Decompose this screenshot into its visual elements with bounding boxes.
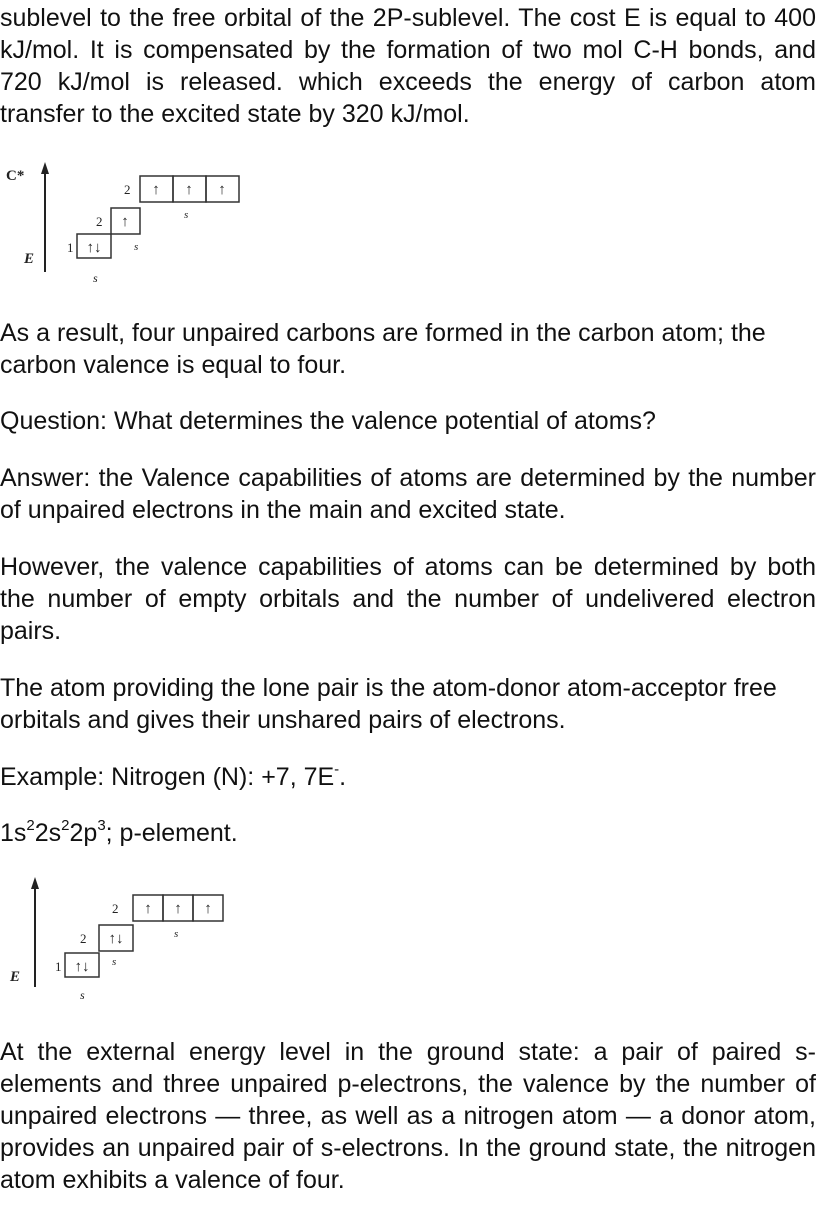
carbon-orbital-diagram [0, 160, 260, 290]
example-text: Example: Nitrogen (N): +7, 7E [0, 763, 335, 791]
level2p-electron-3: ↑ [204, 901, 212, 917]
config-sup-2p: 3 [97, 816, 106, 834]
level1-number: 1 [67, 240, 74, 255]
level2s-electrons: ↑↓ [108, 931, 124, 947]
level1-electrons: ↑↓ [74, 959, 90, 975]
config-part-2s: 2s [34, 819, 62, 847]
level2s-electrons: ↑ [121, 214, 129, 230]
level2p-electron-1: ↑ [152, 182, 160, 198]
question-paragraph: Question: What determines the valence potential of atoms? [0, 407, 656, 435]
example-line [0, 761, 816, 793]
energy-axis-label: E [10, 969, 21, 985]
level2p-electron-2: ↑ [185, 182, 193, 198]
example-end: . [339, 763, 347, 791]
config-suffix: ; p-element. [105, 819, 238, 847]
level2s-sublabel: s [134, 241, 139, 253]
config-sup-2s: 2 [61, 816, 70, 834]
level2p-electron-3: ↑ [218, 182, 226, 198]
axis-top-label: C* [6, 168, 25, 184]
level1-number: 1 [55, 959, 62, 974]
energy-axis-arrowhead [31, 877, 39, 889]
level1-sublabel: s [93, 271, 98, 285]
level2s-number: 2 [80, 931, 87, 946]
answer-paragraph: Answer: the Valence capabilities of atoms are determined by the number of unpaired electrons in the main and excited state. [0, 464, 816, 524]
however-paragraph: However, the valence capabilities of atoms can be determined by both the number of empty orbitals and the number of undelivered electron pairs. [0, 553, 816, 645]
result-paragraph: As a result, four unpaired carbons are formed in the carbon atom; the carbon valence is equal to four. [0, 319, 766, 379]
level2p-electron-2: ↑ [174, 901, 182, 917]
config-part-2p: 2p [69, 819, 98, 847]
config-sup-1s: 2 [26, 816, 35, 834]
energy-axis-arrowhead [41, 162, 49, 174]
donor-paragraph: The atom providing the lone pair is the atom-donor atom-acceptor free orbitals and gives their unshared pairs of electrons. [0, 674, 777, 734]
electron-configuration [0, 817, 816, 849]
level2s-sublabel: s [112, 956, 117, 968]
level2p-sublabel: s [184, 209, 189, 221]
energy-axis-label: E [24, 251, 35, 267]
level2s-number: 2 [96, 214, 103, 229]
level2p-number: 2 [112, 901, 119, 916]
level2p-sublabel: s [174, 928, 179, 940]
nitrogen-orbital-diagram [0, 875, 240, 1005]
example-superscript: - [334, 760, 340, 778]
level2p-number: 2 [124, 182, 131, 197]
level2p-electron-1: ↑ [144, 901, 152, 917]
intro-paragraph: sublevel to the free orbital of the 2P-sublevel. The cost E is equal to 400 kJ/mol. It is compensated by the formation of two mol C-H bonds, and 720 kJ/mol is released. which exceeds the energy of carbon atom transfer to the excited state by 320 kJ/mol. [0, 4, 816, 128]
level1-sublabel: s [80, 988, 85, 1002]
conclusion-paragraph: At the external energy level in the ground state: a pair of paired s-elements and three unpaired p-electrons, the valence by the number of unpaired electrons — three, as well as a nitrogen atom — a donor atom, provides an unpaired pair of s-electrons. In the ground state, the nitrogen atom exhibits a valence of four. [0, 1038, 816, 1194]
level1-electrons: ↑↓ [86, 240, 102, 256]
config-part-1s: 1s [0, 819, 27, 847]
